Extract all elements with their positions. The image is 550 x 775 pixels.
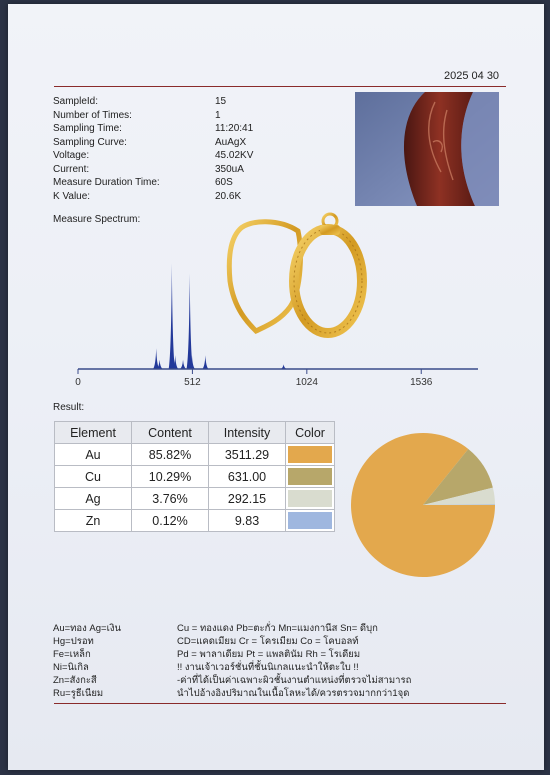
table-row: [55, 488, 335, 510]
column-header-content: Content: [132, 422, 209, 444]
legend-right: -ค่าที่ได้เป็นค่าเฉพาะผิวชั้นงานตำแหน่งที่ตรวจไม่สามารถ: [177, 675, 412, 686]
color-swatch: [288, 468, 332, 485]
legend-left: Ni=นิเกิล: [53, 662, 89, 673]
spectrum-peak: [180, 360, 186, 369]
legend-right: !! งานเจ้าเวอร์ชั่นที่ชั้นนิเกลแนะนำให้ตะใบ !!: [177, 662, 359, 673]
color-cell: [286, 488, 335, 510]
color-swatch: [288, 446, 332, 463]
info-value: 350uA: [215, 163, 244, 175]
info-row-sample-id: [53, 96, 226, 107]
info-row-current: [53, 164, 244, 175]
info-label: Sampling Curve:: [53, 136, 127, 148]
color-swatch: [288, 490, 332, 507]
intensity-cell: 3511.29: [209, 444, 286, 466]
info-value: 11:20:41: [215, 123, 254, 134]
color-swatch: [288, 512, 332, 529]
legend-left: Hg=ปรอท: [53, 636, 94, 647]
color-cell: [286, 510, 335, 532]
report-date: 2025 04 30: [444, 70, 500, 82]
info-row-sampling-curve: [53, 137, 246, 148]
result-table: [54, 421, 335, 532]
content-cell: 85.82%: [132, 444, 209, 466]
pie-slices: [351, 433, 495, 577]
color-cell: [286, 466, 335, 488]
spectrum-tick-label: 1024: [295, 377, 318, 386]
table-row: [55, 466, 335, 488]
legend-right: นำไปอ้างอิงปริมาณในเนื้อโลหะได้/ควรตรวจมากกว่า1จุด: [177, 688, 410, 699]
spectrum-tick-label: 512: [184, 377, 201, 386]
legend-right: CD=แคดเมียม Cr = โครเมียม Co = โคบอลท์: [177, 636, 359, 647]
spectrum-peak: [169, 263, 175, 369]
info-value: 15: [215, 96, 227, 107]
legend-left: Zn=สังกะสี: [53, 675, 97, 686]
intensity-cell: 9.83: [209, 510, 286, 532]
footer-divider: [54, 703, 506, 704]
report-sheet: [8, 4, 544, 770]
info-label: K Value:: [53, 190, 91, 202]
spectrum-peak: [187, 274, 193, 369]
table-row: [55, 444, 335, 466]
legend-left: Au=ทอง Ag=เงิน: [53, 623, 121, 634]
sample-photo: [355, 92, 499, 206]
info-label: Voltage:: [53, 150, 90, 161]
element-cell: Zn: [55, 510, 132, 532]
content-cell: 10.29%: [132, 466, 209, 488]
result-title: Result:: [53, 402, 85, 413]
info-label: Measure Duration Time:: [53, 177, 160, 188]
info-row-duration: [53, 177, 233, 188]
info-row-voltage: [53, 150, 253, 161]
info-value: AuAgX: [215, 136, 247, 148]
info-row-k-value: [53, 191, 241, 202]
element-cell: Ag: [55, 488, 132, 510]
info-value: 45.02KV: [215, 150, 254, 161]
info-label: Current:: [53, 163, 90, 175]
intensity-cell: 631.00: [209, 466, 286, 488]
info-row-number-of-times: [53, 110, 221, 121]
info-row-sampling-time: [53, 123, 253, 134]
spectrum-title: Measure Spectrum:: [53, 214, 141, 225]
element-cell: Cu: [55, 466, 132, 488]
content-cell: 0.12%: [132, 510, 209, 532]
table-header-row: [55, 422, 335, 444]
spectrum-tick-label: 0: [75, 377, 81, 386]
color-cell: [286, 444, 335, 466]
spectrum-peak: [202, 355, 208, 369]
column-header-color: Color: [286, 422, 335, 444]
legend-row: [53, 686, 409, 701]
content-cell: 3.76%: [132, 488, 209, 510]
info-value: 60S: [215, 177, 233, 188]
info-label: Sampling Time:: [53, 123, 122, 134]
intensity-cell: 292.15: [209, 488, 286, 510]
legend-left: Ru=รูธีเนียม: [53, 688, 104, 699]
info-label: SampleId:: [53, 96, 99, 107]
legend-right: Cu = ทองแดง Pb=ตะกั่ว Mn=แมงกานีส Sn= ดีบุก: [177, 623, 378, 634]
pendant-photo: [220, 209, 370, 344]
composition-pie-chart: [348, 430, 498, 580]
element-cell: Au: [55, 444, 132, 466]
spectrum-peak: [153, 348, 159, 369]
header-divider: [54, 86, 506, 87]
info-value: 1: [215, 109, 221, 121]
column-header-intensity: Intensity: [209, 422, 286, 444]
spectrum-ticks: [75, 369, 433, 386]
info-label: Number of Times:: [53, 109, 132, 121]
legend-left: Fe=เหล็ก: [53, 649, 91, 660]
column-header-element: Element: [55, 422, 132, 444]
table-row: [55, 510, 335, 532]
info-value: 20.6K: [215, 190, 242, 202]
spectrum-tick-label: 1536: [410, 377, 433, 386]
legend-right: Pd = พาลาเดียม Pt = แพลตินัม Rh = โรเดียม: [177, 649, 361, 660]
